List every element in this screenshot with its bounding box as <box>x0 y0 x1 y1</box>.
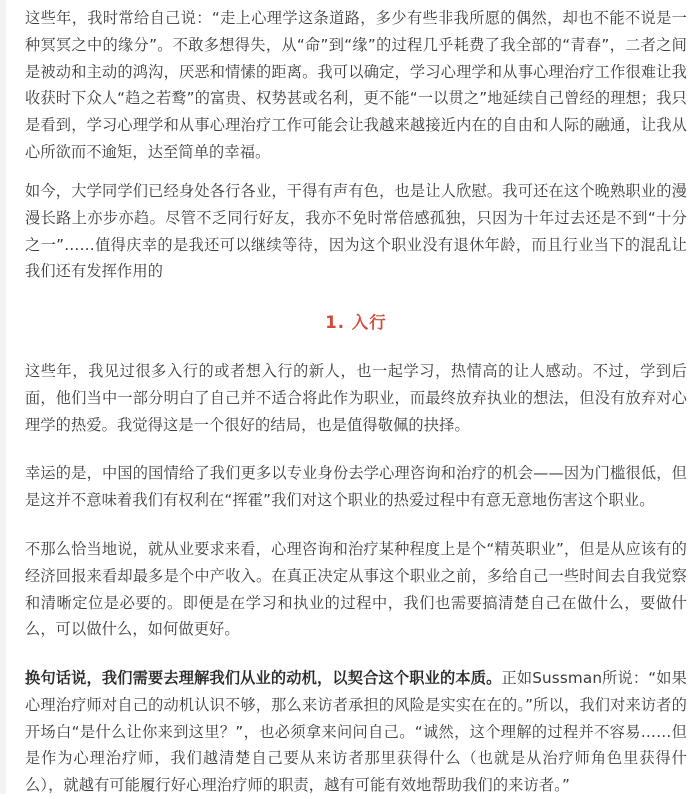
left-border-strip <box>0 0 6 794</box>
paragraph-elite-profession: 不那么恰当地说，就从业要求来看，心理咨询和治疗某种程度上是个“精英职业”，但是从应该有的经济回报来看却最多是个中产收入。在真正决定从事这个职业之前，多给自己一些时间去自我觉察和清晰定位是必要的。即便是在学习和执业的过程中，我们也需要搞清楚自己在做什么，要做什么，可以做什么，如何做更好。 <box>25 540 687 639</box>
bold-lead-sentence: 换句话说，我们需要去理解我们从业的动机，以契合这个职业的本质。 <box>25 669 502 687</box>
section-heading: 1. 入行 <box>325 313 387 332</box>
paragraph-classmates: 如今，大学同学们已经身处各行各业，干得有声有色，也是让人欣慰。我可还在这个晚熟职业的漫漫长路上亦步亦趋。尽管不乏同行好友，我亦不免时常倍感孤独，只因为十年过去还是不到“十分之一”……值得庆幸的是我还可以继续等待，因为这个职业没有退休年龄，而且行业当下的混乱让我们还有发挥作用的 <box>25 182 687 281</box>
paragraph-fortunate: 幸运的是，中国的国情给了我们更多以专业身份去学心理咨询和治疗的机会——因为门槛很低，但是这并不意味着我们有权利在“挥霍”我们对这个职业的热爱过程中有意无意地伤害这个职业。 <box>25 464 687 509</box>
paragraph-newcomers: 这些年，我见过很多入行的或者想入行的新人，也一起学习，热情高的让人感动。不过，学到后面，他们当中一部分明白了自己并不适合将此作为职业，而最终放弃执业的想法，但没有放弃对心理学的热爱。我觉得这是一个很好的结局，也是值得敬佩的抉择。 <box>25 362 687 434</box>
paragraph-motivation-rest: 正如Sussman所说：“如果心理治疗师对自己的动机认识不够，那么来访者承担的风险是实实在在的。”所以，我们对来访者的开场白“是什么让你来到这里？”，也必须拿来问问自己。“诚然，这个理解的过程并不容易……但是作为心理治疗师，我们越清楚自己要从来访者那里获得什么（也就是从治疗师角色里获得什么），就越有可能履行好心理治疗师的职责，越有可能有效地帮助我们的来访者。” <box>25 669 687 795</box>
paragraph-intro: 这些年，我时常给自己说：“走上心理学这条道路，多少有些非我所愿的偶然，却也不能不说是一种冥冥之中的缘分”。不敢多想得失，从“命”到“缘”的过程几乎耗费了我全部的“青春”，二者之间是被动和主动的鸿沟，厌恶和情愫的距离。我可以确定，学习心理学和从事心理治疗工作很难让我收获时下众人“趋之若鹜”的富贵、权势甚或名利，更不能“一以贯之”地延续自己曾经的理想；我只是看到，学习心理学和从事心理治疗工作可能会让我越来越接近内在的自由和人际的融通，让我从心所欲而不逾矩，达至简单的幸福。 <box>25 9 687 161</box>
paragraph-motivation <box>25 665 687 799</box>
